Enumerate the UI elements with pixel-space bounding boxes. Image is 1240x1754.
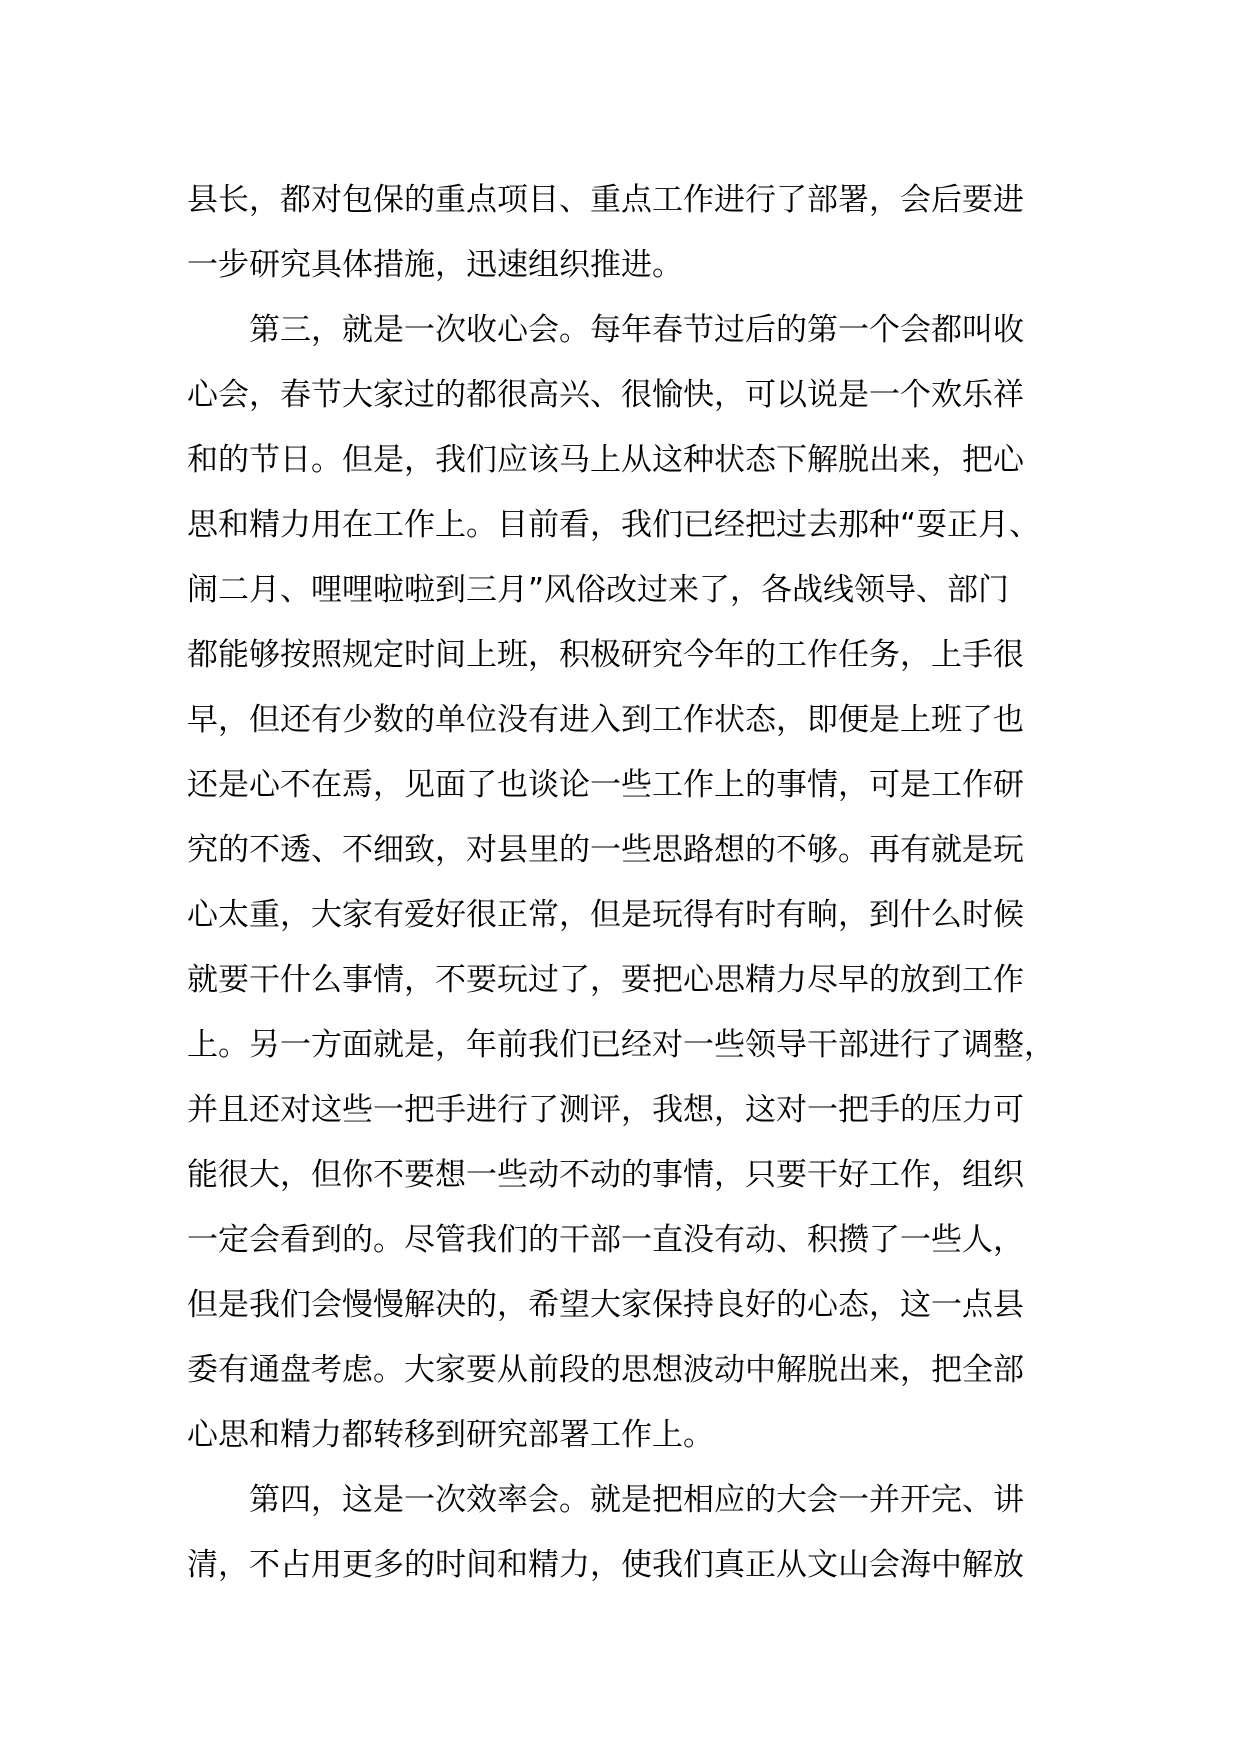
text-line: 县长，都对包保的重点项目、重点工作进行了部署，会后要进 — [187, 182, 1024, 218]
text-line: 第三，就是一次收心会。每年春节过后的第一个会都叫收 — [187, 312, 1024, 348]
text-line: 都能够按照规定时间上班，积极研究今年的工作任务，上手很 — [187, 637, 1024, 673]
text-line: 第四，这是一次效率会。就是把相应的大会一并开完、讲 — [187, 1482, 1024, 1518]
text-line: 心太重，大家有爱好很正常，但是玩得有时有晌，到什么时候 — [187, 897, 1024, 933]
text-line: 能很大，但你不要想一些动不动的事情，只要干好工作，组织 — [187, 1157, 1024, 1193]
text-line: 并且还对这些一把手进行了测评，我想，这对一把手的压力可 — [187, 1092, 1024, 1128]
text-line: 和的节日。但是，我们应该马上从这种状态下解脱出来，把心 — [187, 442, 1024, 478]
text-line: 清，不占用更多的时间和精力，使我们真正从文山会海中解放 — [187, 1547, 1024, 1583]
text-line: 就要干什么事情，不要玩过了，要把心思精力尽早的放到工作 — [187, 962, 1024, 998]
text-line: 闹二月、哩哩啦啦到三月”风俗改过来了，各战线领导、部门 — [187, 572, 1010, 608]
text-line: 究的不透、不细致，对县里的一些思路想的不够。再有就是玩 — [187, 832, 1024, 868]
text-line: 还是心不在焉，见面了也谈论一些工作上的事情，可是工作研 — [187, 767, 1024, 803]
text-line: 心会，春节大家过的都很高兴、很愉快，可以说是一个欢乐祥 — [187, 377, 1024, 413]
text-line: 但是我们会慢慢解决的，希望大家保持良好的心态，这一点县 — [187, 1287, 1024, 1323]
text-line: 思和精力用在工作上。目前看，我们已经把过去那种“耍正月、 — [187, 507, 1041, 543]
text-line: 一定会看到的。尽管我们的干部一直没有动、积攒了一些人， — [187, 1222, 1024, 1258]
text-line: 心思和精力都转移到研究部署工作上。 — [187, 1417, 714, 1453]
text-line: 早，但还有少数的单位没有进入到工作状态，即便是上班了也 — [187, 702, 1024, 738]
text-line: 上。另一方面就是，年前我们已经对一些领导干部进行了调整， — [187, 1027, 1055, 1063]
body-text — [187, 168, 1067, 1598]
text-line: 委有通盘考虑。大家要从前段的思想波动中解脱出来，把全部 — [187, 1352, 1024, 1388]
text-line: 一步研究具体措施，迅速组织推进。 — [187, 247, 683, 283]
